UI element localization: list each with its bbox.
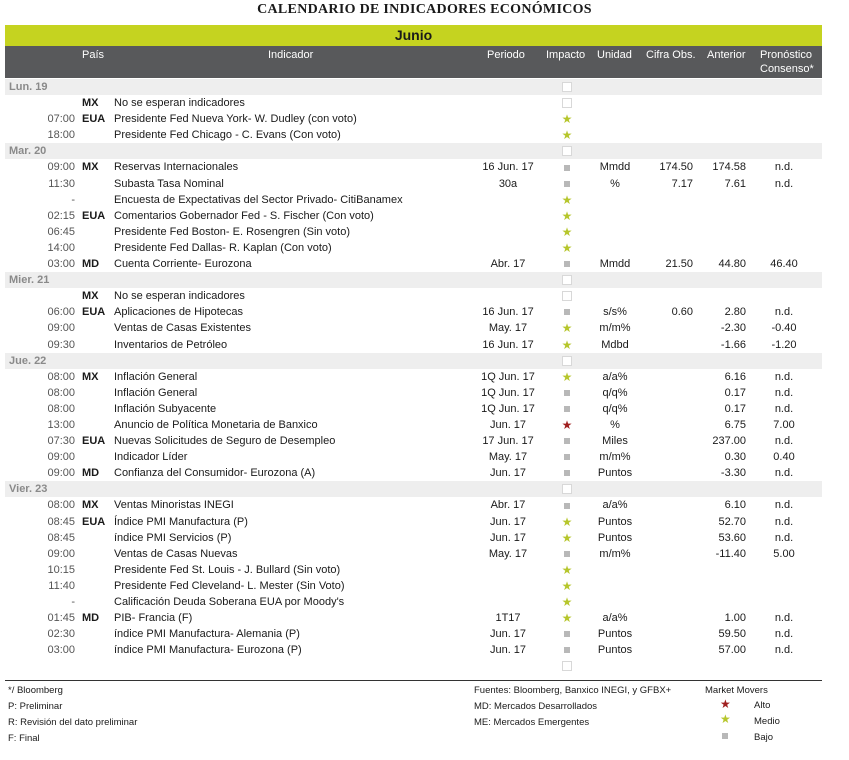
indicator-cell: índice PMI Manufactura- Alemania (P) — [114, 628, 300, 641]
previous-cell: 2.80 — [724, 306, 746, 319]
impact-high-star-icon: ★ — [561, 417, 573, 432]
time-cell: 09:00 — [47, 322, 75, 335]
table-row — [5, 240, 822, 256]
table-row — [5, 176, 822, 192]
indicator-cell: Reservas Internacionales — [114, 161, 239, 174]
forecast-cell: n.d. — [774, 402, 794, 415]
impact-low-square-icon — [559, 642, 575, 658]
day-row — [5, 353, 822, 369]
header-cifra: Cifra Obs. — [646, 49, 696, 61]
unit-cell: Puntos — [597, 515, 633, 528]
table-row — [5, 578, 822, 594]
table-row — [5, 658, 822, 674]
indicator-cell: Anuncio de Política Monetaria de Banxico — [114, 418, 318, 431]
table-row — [5, 626, 822, 642]
impact-medium-star-icon: ★ — [561, 224, 573, 239]
time-cell: - — [71, 193, 75, 206]
country-cell: EUA — [82, 435, 106, 448]
table-row — [5, 465, 822, 481]
footer-divider — [5, 680, 822, 681]
impact-low-square-icon — [559, 304, 575, 320]
page-title: CALENDARIO DE INDICADORES ECONÓMICOS — [257, 2, 592, 17]
impact-low-square-icon — [559, 256, 575, 272]
time-cell: 03:00 — [47, 258, 75, 271]
day-row — [5, 143, 822, 159]
indicator-cell: Calificación Deuda Soberana EUA por Moody's — [114, 596, 345, 608]
forecast-cell: n.d. — [774, 531, 794, 544]
header-anterior: Anterior — [707, 49, 746, 61]
impact-empty-icon — [559, 272, 575, 288]
impact-medium-star-icon: ★ — [561, 530, 573, 545]
time-cell: 06:45 — [47, 225, 75, 238]
period-cell: 1Q Jun. 17 — [481, 370, 535, 383]
country-cell: EUA — [82, 209, 106, 222]
legend-low-label: Bajo — [754, 732, 774, 743]
table-row — [5, 127, 822, 143]
time-cell: 09:00 — [47, 451, 75, 464]
time-cell: 09:00 — [47, 547, 75, 560]
impact-low-square-icon — [559, 433, 575, 449]
time-cell: 08:45 — [47, 531, 75, 544]
table-row — [5, 642, 822, 658]
previous-cell: 0.30 — [724, 451, 746, 464]
impact-low-square-icon — [559, 626, 575, 642]
legend-medium-label: Medio — [754, 716, 780, 727]
unit-cell: m/m% — [599, 547, 631, 560]
table-row — [5, 192, 822, 208]
indicator-cell: No se esperan indicadores — [114, 290, 245, 303]
unit-cell: Mdbd — [601, 338, 629, 351]
country-cell: MX — [82, 161, 99, 174]
impact-medium-star-icon: ★ — [561, 208, 573, 223]
indicator-cell: Presidente Fed Chicago - C. Evans (Con voto) — [114, 129, 341, 142]
forecast-cell: n.d. — [774, 370, 794, 383]
previous-cell: 174.58 — [712, 161, 746, 174]
forecast-cell: 7.00 — [773, 418, 795, 431]
unit-cell: Miles — [602, 435, 628, 448]
forecast-cell: n.d. — [774, 386, 794, 399]
impact-low-square-icon — [559, 449, 575, 465]
previous-cell: 53.60 — [718, 531, 746, 544]
impact-medium-star-icon: ★ — [561, 595, 573, 609]
impact-medium-star-icon: ★ — [561, 578, 573, 593]
header-pais: País — [82, 49, 105, 61]
impact-low-square-icon — [559, 465, 575, 481]
observed-cell: 174.50 — [659, 161, 693, 174]
time-cell: 08:00 — [47, 370, 75, 383]
legend-high-icon: ★ — [720, 697, 731, 711]
day-label: Vier. 23 — [9, 483, 48, 496]
footnote-revision: R: Revisión del dato preliminar — [8, 717, 138, 728]
day-label: Mier. 21 — [9, 274, 50, 287]
footnote-me: ME: Mercados Emergentes — [474, 717, 590, 728]
indicator-cell: PIB- Francia (F) — [114, 612, 193, 625]
time-cell: 08:00 — [47, 386, 75, 399]
previous-cell: 59.50 — [718, 628, 746, 641]
country-cell: MX — [82, 370, 99, 383]
previous-cell: 237.00 — [712, 435, 746, 448]
previous-cell: 6.75 — [724, 418, 746, 431]
table-row — [5, 320, 822, 336]
period-cell: Abr. 17 — [490, 499, 526, 512]
impact-empty-icon — [559, 481, 575, 497]
indicator-cell: Presidente Fed Boston- E. Rosengren (Sin voto) — [114, 225, 351, 238]
impact-medium-star-icon: ★ — [561, 192, 573, 207]
table-row — [5, 449, 822, 465]
indicator-cell: Subasta Tasa Nominal — [114, 177, 224, 190]
forecast-cell: n.d. — [774, 515, 794, 528]
header-unidad: Unidad — [597, 49, 632, 61]
time-cell: 10:15 — [47, 563, 75, 576]
observed-cell: 0.60 — [671, 306, 693, 319]
impact-medium-star-icon: ★ — [561, 514, 573, 529]
footnote-final: F: Final — [8, 733, 40, 744]
unit-cell: Mmdd — [599, 161, 631, 174]
impact-low-square-icon — [559, 401, 575, 417]
table-row — [5, 385, 822, 401]
country-cell: MD — [82, 612, 100, 625]
indicator-cell: Ventas de Casas Nuevas — [114, 547, 238, 560]
impact-empty-icon — [559, 95, 575, 111]
day-label: Jue. 22 — [9, 354, 47, 367]
table-row — [5, 497, 822, 513]
impact-medium-star-icon: ★ — [561, 112, 573, 127]
table-row — [5, 401, 822, 417]
period-cell: 30a — [498, 177, 518, 190]
indicator-cell: Aplicaciones de Hipotecas — [114, 306, 244, 319]
impact-empty-icon — [559, 288, 575, 304]
table-row — [5, 288, 822, 304]
header-indicador: Indicador — [268, 49, 314, 61]
day-label: Lun. 19 — [9, 81, 48, 93]
unit-cell: % — [610, 418, 620, 431]
country-cell: MD — [82, 467, 100, 480]
country-cell: EUA — [82, 306, 106, 319]
impact-empty-icon — [559, 658, 575, 674]
time-cell: 18:00 — [47, 129, 75, 142]
forecast-cell: n.d. — [774, 628, 794, 641]
period-cell: 1Q Jun. 17 — [481, 402, 535, 415]
unit-cell: a/a% — [602, 612, 628, 625]
forecast-cell: n.d. — [774, 306, 794, 319]
table-row — [5, 546, 822, 562]
unit-cell: q/q% — [602, 402, 628, 415]
indicator-cell: Inflación Subyacente — [114, 402, 217, 415]
indicator-cell: Presidente Fed Cleveland- L. Mester (Sin Voto) — [114, 579, 345, 592]
forecast-cell: 5.00 — [773, 547, 795, 560]
previous-cell: 6.16 — [724, 370, 746, 383]
table-row — [5, 208, 822, 224]
indicator-cell: Indicador Líder — [114, 451, 188, 464]
time-cell: 14:00 — [47, 241, 75, 254]
indicator-cell: índice PMI Servicios (P) — [114, 531, 232, 544]
impact-low-square-icon — [559, 497, 575, 513]
table-row — [5, 594, 822, 610]
period-cell: Jun. 17 — [489, 628, 527, 641]
observed-cell: 21.50 — [665, 258, 693, 271]
time-cell: 08:00 — [47, 499, 75, 512]
forecast-cell: n.d. — [774, 612, 794, 625]
time-cell: 09:00 — [47, 161, 75, 174]
country-cell: EUA — [82, 113, 106, 126]
day-label: Mar. 20 — [9, 145, 47, 158]
unit-cell: a/a% — [602, 499, 628, 512]
previous-cell: 0.17 — [724, 402, 746, 415]
period-cell: 17 Jun. 17 — [482, 435, 534, 448]
forecast-cell: -1.20 — [771, 338, 797, 351]
time-cell: 02:30 — [47, 628, 75, 641]
unit-cell: Puntos — [597, 531, 633, 544]
legend-low-icon — [722, 731, 728, 742]
table-row — [5, 417, 822, 433]
time-cell: 07:30 — [47, 435, 75, 448]
period-cell: 16 Jun. 17 — [482, 338, 534, 351]
month-label: Junio — [394, 27, 433, 43]
forecast-cell: 0.40 — [773, 451, 795, 464]
table-row — [5, 562, 822, 578]
period-cell: May. 17 — [488, 451, 528, 464]
impact-low-square-icon — [559, 385, 575, 401]
period-cell: 1T17 — [495, 612, 521, 625]
indicator-cell: Ventas de Casas Existentes — [114, 322, 251, 335]
impact-low-square-icon — [559, 546, 575, 562]
indicator-cell: Ventas Minoristas INEGI — [114, 499, 234, 512]
indicator-cell: Inventarios de Petróleo — [114, 338, 228, 351]
forecast-cell: n.d. — [774, 161, 794, 174]
time-cell: 11:30 — [48, 177, 75, 190]
impact-medium-star-icon: ★ — [561, 128, 573, 143]
time-cell: 08:45 — [47, 515, 75, 528]
calendar-table — [5, 79, 822, 674]
time-cell: 09:30 — [47, 338, 75, 351]
legend-high-label: Alto — [754, 700, 771, 711]
unit-cell: q/q% — [602, 386, 628, 399]
header-impacto: Impacto — [546, 49, 586, 61]
impact-empty-icon — [559, 143, 575, 159]
forecast-cell: n.d. — [774, 467, 794, 480]
time-cell: 07:00 — [47, 113, 75, 126]
previous-cell: -2.30 — [720, 322, 746, 335]
time-cell: 13:00 — [47, 418, 75, 431]
table-row — [5, 433, 822, 449]
impact-medium-star-icon: ★ — [561, 321, 573, 336]
country-cell: MD — [82, 258, 100, 271]
month-bar — [5, 25, 822, 46]
country-cell: MX — [82, 97, 99, 110]
unit-cell: m/m% — [599, 451, 631, 464]
indicator-cell: No se esperan indicadores — [114, 97, 245, 110]
impact-medium-star-icon: ★ — [561, 369, 573, 384]
period-cell: Jun. 17 — [489, 467, 527, 480]
impact-medium-star-icon: ★ — [561, 562, 573, 577]
period-cell: Jun. 17 — [489, 515, 527, 528]
previous-cell: -1.66 — [720, 338, 746, 351]
header-pronostico: Pronóstico — [760, 49, 812, 61]
table-row — [5, 337, 822, 353]
time-cell: 06:00 — [47, 306, 75, 319]
legend-medium-icon: ★ — [720, 712, 731, 726]
footnote-bloomberg: */ Bloomberg — [8, 685, 63, 696]
table-row — [5, 530, 822, 546]
unit-cell: Puntos — [597, 467, 633, 480]
previous-cell: -3.30 — [720, 467, 746, 480]
impact-empty-icon — [559, 79, 575, 95]
table-row — [5, 256, 822, 272]
unit-cell: Mmdd — [599, 258, 631, 271]
country-cell: MX — [82, 290, 99, 303]
indicator-cell: Inflación General — [114, 370, 198, 383]
forecast-cell: 46.40 — [770, 258, 798, 271]
forecast-cell: n.d. — [774, 177, 794, 190]
period-cell: Abr. 17 — [490, 258, 526, 271]
country-cell: EUA — [82, 515, 106, 528]
indicator-cell: Nuevas Solicitudes de Seguro de Desempleo — [114, 435, 336, 448]
indicator-cell: Presidente Fed Nueva York- W. Dudley (con voto) — [114, 113, 357, 126]
country-cell: MX — [82, 499, 99, 512]
indicator-cell: Presidente Fed Dallas- R. Kaplan (Con voto) — [114, 241, 332, 254]
table-header — [5, 46, 822, 78]
footnote-md: MD: Mercados Desarrollados — [474, 701, 598, 712]
previous-cell: 6.10 — [724, 499, 746, 512]
previous-cell: 57.00 — [718, 644, 746, 657]
impact-medium-star-icon: ★ — [561, 240, 573, 255]
unit-cell: a/a% — [602, 370, 628, 383]
previous-cell: 0.17 — [724, 386, 746, 399]
footnote-sources: Fuentes: Bloomberg, Banxico INEGI, y GFBX+ — [474, 685, 672, 696]
period-cell: 16 Jun. 17 — [482, 306, 534, 319]
forecast-cell: n.d. — [774, 499, 794, 512]
impact-low-square-icon — [559, 176, 575, 192]
impact-medium-star-icon: ★ — [561, 611, 573, 626]
time-cell: 08:00 — [47, 402, 75, 415]
period-cell: Jun. 17 — [489, 418, 527, 431]
indicator-cell: Presidente Fed St. Louis - J. Bullard (Sin voto) — [114, 563, 341, 576]
observed-cell: 7.17 — [671, 177, 693, 190]
period-cell: 1Q Jun. 17 — [481, 386, 535, 399]
indicator-cell: índice PMI Manufactura- Eurozona (P) — [114, 644, 302, 657]
forecast-cell: n.d. — [774, 435, 794, 448]
indicator-cell: Inflación General — [114, 386, 198, 399]
previous-cell: 44.80 — [718, 258, 746, 271]
table-row — [5, 159, 822, 175]
unit-cell: s/s% — [603, 306, 627, 319]
table-row — [5, 111, 822, 127]
footnote-preliminar: P: Preliminar — [8, 701, 63, 712]
table-row — [5, 304, 822, 320]
previous-cell: 52.70 — [718, 515, 746, 528]
time-cell: 01:45 — [47, 612, 75, 625]
forecast-cell: n.d. — [774, 644, 794, 657]
previous-cell: -11.40 — [715, 547, 746, 560]
time-cell: - — [71, 596, 75, 608]
impact-empty-icon — [559, 353, 575, 369]
impact-medium-star-icon: ★ — [561, 337, 573, 352]
period-cell: May. 17 — [488, 322, 528, 335]
day-row — [5, 481, 822, 497]
legend-title: Market Movers — [705, 685, 768, 696]
indicator-cell: Comentarios Gobernador Fed - S. Fischer (Con voto) — [114, 209, 374, 222]
unit-cell: m/m% — [599, 322, 631, 335]
period-cell: Jun. 17 — [489, 531, 527, 544]
period-cell: 16 Jun. 17 — [482, 161, 534, 174]
time-cell: 02:15 — [47, 209, 75, 222]
table-row — [5, 514, 822, 530]
table-row — [5, 369, 822, 385]
previous-cell: 7.61 — [724, 177, 746, 190]
unit-cell: Puntos — [597, 644, 633, 657]
day-row — [5, 79, 822, 95]
impact-low-square-icon — [559, 159, 575, 175]
period-cell: May. 17 — [488, 547, 528, 560]
period-cell: Jun. 17 — [489, 644, 527, 657]
table-row — [5, 224, 822, 240]
indicator-cell: Índice PMI Manufactura (P) — [114, 515, 248, 528]
time-cell: 03:00 — [47, 644, 75, 657]
time-cell: 11:40 — [48, 579, 75, 592]
header-periodo: Periodo — [487, 49, 525, 61]
table-row — [5, 95, 822, 111]
unit-cell: Puntos — [597, 628, 633, 641]
forecast-cell: -0.40 — [771, 322, 797, 335]
previous-cell: 1.00 — [724, 612, 746, 625]
indicator-cell: Encuesta de Expectativas del Sector Privado- CitiBanamex — [114, 193, 403, 206]
day-row — [5, 272, 822, 288]
unit-cell: % — [610, 177, 620, 190]
header-consenso: Consenso* — [760, 63, 814, 75]
indicator-cell: Confianza del Consumidor- Eurozona (A) — [114, 467, 316, 480]
time-cell: 09:00 — [47, 467, 75, 480]
table-row — [5, 610, 822, 626]
indicator-cell: Cuenta Corriente- Eurozona — [114, 258, 252, 271]
